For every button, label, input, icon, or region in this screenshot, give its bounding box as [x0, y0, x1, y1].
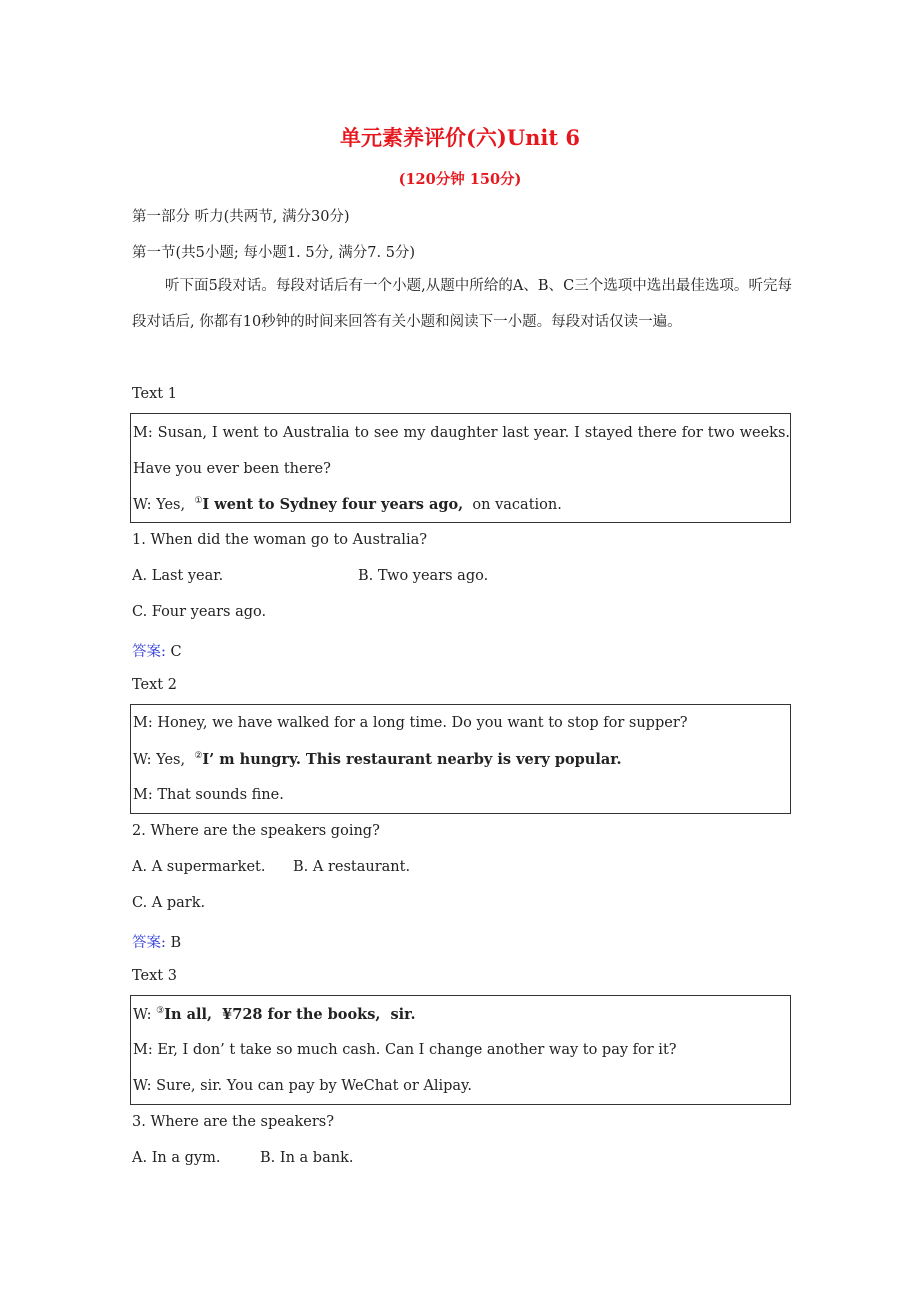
key-sentence: I went to Sydney four years ago, — [202, 496, 464, 513]
option-b: B. In a bank. — [260, 1150, 354, 1166]
utterance-post: on vacation. — [463, 497, 562, 513]
dialogue-line — [133, 1042, 677, 1058]
answer — [132, 640, 182, 661]
dialogue-box — [130, 704, 791, 814]
note-marker: ② — [194, 751, 203, 761]
utterance-pre: Yes, — [156, 497, 195, 513]
answer-value: C — [170, 644, 182, 660]
section1-heading: 第一节(共5小题; 每小题1. 5分, 满分7. 5分) — [132, 245, 416, 261]
dialogue-line — [133, 1078, 472, 1094]
dialogue-box — [130, 413, 791, 523]
dialogue-box — [130, 995, 791, 1105]
dialogue-line — [133, 415, 790, 487]
exam-duration-score: (120分钟 150分) — [398, 171, 522, 188]
answer-value: B — [170, 935, 182, 951]
text-label: Text 3 — [132, 968, 177, 984]
utterance: That sounds fine. — [157, 787, 284, 803]
speaker: M: — [133, 1042, 153, 1058]
speaker: M: — [133, 787, 153, 803]
dialogue-line — [133, 496, 562, 513]
question: 3. Where are the speakers? — [132, 1114, 334, 1130]
utterance: Sure, sir. You can pay by WeChat or Alipay. — [156, 1078, 472, 1094]
note-marker: ③ — [156, 1006, 165, 1016]
utterance: Susan, I went to Australia to see my daughter last year. I stayed there for two weeks. Have you ever been there? — [133, 425, 791, 477]
answer-label: 答案: — [132, 935, 166, 951]
text-label: Text 2 — [132, 677, 177, 693]
note-marker: ① — [194, 496, 203, 506]
dialogue-line — [133, 715, 688, 731]
page-title: 单元素养评价(六)Unit 6 — [339, 125, 581, 150]
dialogue-line — [133, 787, 284, 803]
key-sentence: In all, ¥728 for the books, sir. — [164, 1006, 416, 1023]
question: 2. Where are the speakers going? — [132, 823, 380, 839]
key-sentence: I’ m hungry. This restaurant nearby is very popular. — [202, 751, 622, 768]
speaker: M: — [133, 715, 153, 731]
dialogue-line — [133, 1006, 416, 1023]
dialogue-line — [133, 751, 622, 768]
option-b: B. A restaurant. — [293, 859, 411, 875]
option-b: B. Two years ago. — [358, 568, 489, 584]
option-a: A. A supermarket. — [132, 859, 266, 875]
option-a: A. Last year. — [132, 568, 224, 584]
part1-heading: 第一部分 听力(共两节, 满分30分) — [132, 209, 350, 225]
instructions: 听下面5段对话。每段对话后有一个小题,从题中所给的A、B、C三个选项中选出最佳选项。听完每段对话后, 你都有10秒钟的时间来回答有关小题和阅读下一小题。每段对话仅读一遍。 — [132, 278, 792, 330]
speaker: W: — [133, 497, 152, 513]
answer-label: 答案: — [132, 644, 166, 660]
speaker: W: — [133, 1007, 152, 1023]
utterance: Er, I don’ t take so much cash. Can I change another way to pay for it? — [157, 1042, 677, 1058]
option-c: C. Four years ago. — [132, 604, 267, 620]
utterance-pre: Yes, — [156, 752, 195, 768]
answer — [132, 931, 181, 952]
speaker: W: — [133, 752, 152, 768]
speaker: M: — [133, 425, 153, 441]
speaker: W: — [133, 1078, 152, 1094]
utterance: Honey, we have walked for a long time. Do you want to stop for supper? — [157, 715, 688, 731]
option-c: C. A park. — [132, 895, 206, 911]
question: 1. When did the woman go to Australia? — [132, 532, 427, 548]
text-label: Text 1 — [132, 386, 177, 402]
option-a: A. In a gym. — [132, 1150, 221, 1166]
